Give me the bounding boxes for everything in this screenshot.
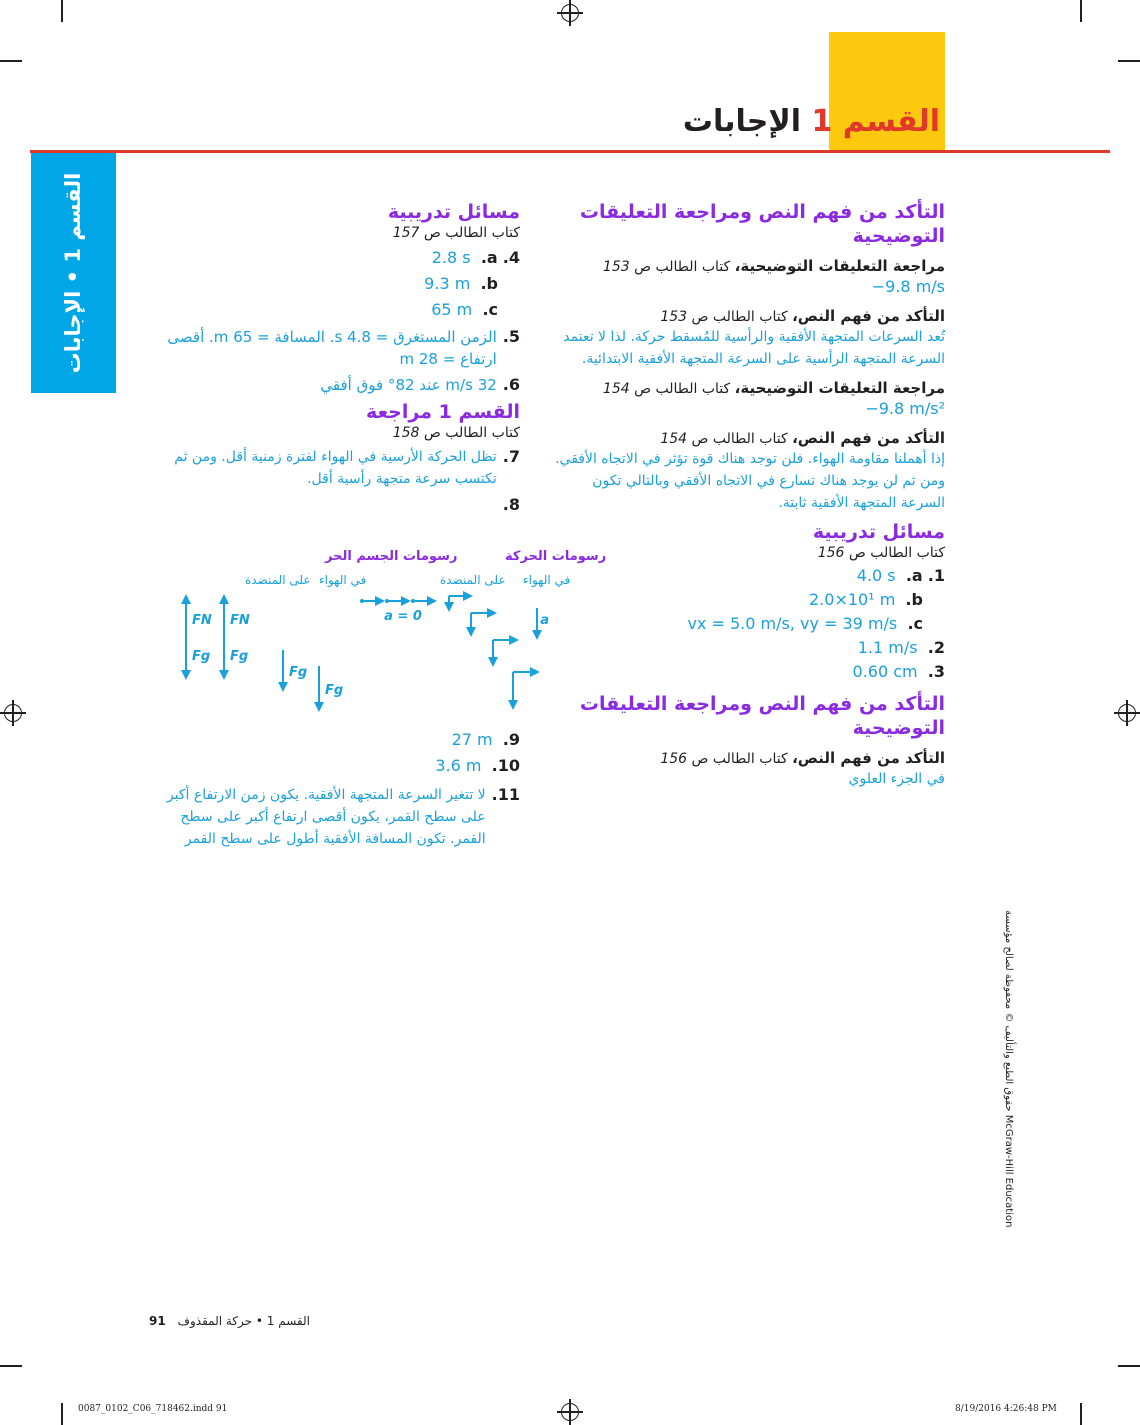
section-heading: مسائل تدريبية [387, 201, 520, 223]
review-block [555, 378, 945, 420]
page-ref: 154 [660, 431, 688, 447]
book-ref: كتاب الطالب ص [423, 225, 520, 241]
section-heading: التأكد من فهم النص ومراجعة التعليقات التوضيحية [579, 201, 945, 247]
file-slug: 0087_0102_C06_718462.indd 91 [78, 1404, 228, 1414]
list-item: 8. [502, 495, 520, 514]
side-tab-text: القسم 1 • الإجابات [61, 172, 85, 374]
review-block [555, 748, 945, 790]
force-gravity-label: Fg [325, 683, 344, 698]
book-ref: كتاب الطالب ص [848, 545, 945, 561]
section-heading: التأكد من فهم النص ومراجعة التعليقات التوضيحية [579, 693, 945, 739]
force-normal-label: FN [192, 613, 212, 628]
force-gravity-label: Fg [289, 665, 308, 680]
book-ref: كتاب الطالب ص [691, 309, 788, 325]
list-item: 5. الزمن المستغرق = 4.8 s. المسافة = 65 m. أقصى ارتفاع = 28 m [167, 327, 520, 368]
list-item: 4. a. 2.8 s [431, 248, 520, 267]
section-heading: القسم 1 مراجعة [365, 401, 520, 423]
review-block [555, 256, 945, 298]
list-item: 7. تظل الحركة الأرسية في الهواء لفترة زمنية أقل. ومن ثم تكتسب سرعة متجهة رأسية أقل. [174, 447, 520, 487]
diagram-a-zero: a = 0 [384, 609, 422, 624]
force-gravity-label: Fg [230, 649, 249, 664]
page-footer [100, 1314, 310, 1328]
diagram-sub-air: في الهواء [523, 573, 571, 587]
diagram-sub-table: على المنضدة [440, 573, 506, 587]
diagram-title-motion: رسومات الحركة [505, 549, 607, 564]
review-block [555, 306, 945, 370]
force-normal-label: FN [230, 613, 250, 628]
crop-mark [1080, 1403, 1082, 1425]
registration-mark-icon [4, 704, 22, 722]
list-item: c. vx = 5.0 m/s, vy = 39 m/s [687, 614, 923, 633]
list-item: 9. 27 m [451, 730, 520, 749]
registration-mark-icon [561, 4, 579, 22]
title-word: الإجابات [682, 104, 802, 139]
motion-arrows-air [449, 596, 538, 708]
crop-mark [0, 60, 22, 62]
crop-mark [1118, 60, 1140, 62]
side-tab [31, 153, 116, 393]
list-item: 6. 32 m/s عند 82° فوق أفقي [320, 375, 520, 394]
crop-mark [1118, 1365, 1140, 1367]
header-rule [30, 150, 1110, 153]
book-ref: كتاب الطالب ص [423, 425, 520, 441]
list-item: c. 65 m [431, 300, 498, 319]
page-ref: 156 [660, 751, 688, 767]
page-ref: 153 [660, 309, 688, 325]
freebody-arrows-air [283, 650, 319, 710]
block-answer: −9.8 m/s [871, 277, 945, 296]
right-column [555, 200, 945, 790]
answer-list [555, 564, 945, 684]
list-item: b. 2.0×10¹ m [809, 590, 923, 609]
block-answer: تُعد السرعات المتجهة الأفقية والرأسية للمُسقط حركة. لذا لا تعتمد السرعة المتجهة الرأسية على السرعة المتجهة الأفقية الابتدائية. [563, 329, 945, 367]
left-column-bottom [155, 728, 520, 850]
book-ref: كتاب الطالب ص [634, 259, 731, 275]
block-label: مراجعة التعليقات التوضيحية، [734, 379, 945, 397]
footer-text: القسم 1 • حركة المقذوف [177, 1314, 310, 1328]
block-answer: إذا أهملنا مقاومة الهواء. فلن توجد هناك قوة تؤثر في الاتجاه الأفقي. ومن ثم لن يوجد هناك تسارع في الاتجاه الأفقي وبالتالي تكون السرعة المتجهة الأفقية ثابتة. [555, 451, 945, 511]
registration-mark-icon [561, 1403, 579, 1421]
page-ref: 153 [602, 259, 630, 275]
diagram-a-label: a [540, 613, 549, 628]
motion-diagram [155, 540, 607, 720]
page-ref: 156 [817, 545, 845, 561]
page-ref: 158 [392, 425, 420, 441]
crop-mark [61, 0, 63, 22]
force-gravity-label: Fg [192, 649, 211, 664]
page-number: 91 [149, 1314, 166, 1328]
block-label: مراجعة التعليقات التوضيحية، [734, 257, 945, 275]
crop-mark [0, 1365, 22, 1367]
book-ref: كتاب الطالب ص [691, 751, 788, 767]
diagram-sub-air: في الهواء [319, 573, 367, 587]
book-ref: كتاب الطالب ص [634, 381, 731, 397]
page-ref: 154 [602, 381, 630, 397]
page-title [640, 104, 940, 150]
block-answer: في الجزء العلوي [848, 771, 945, 787]
block-label: التأكد من فهم النص، [792, 307, 945, 325]
list-item: 10. 3.6 m [435, 756, 520, 775]
list-item: 3. 0.60 cm [852, 662, 945, 681]
list-item: b. 9.3 m [424, 274, 498, 293]
list-item: 2. 1.1 m/s [857, 638, 945, 657]
crop-mark [61, 1403, 63, 1425]
crop-mark [1080, 0, 1082, 22]
list-item: 11. لا تتغير السرعة المتجهة الأفقية. يكون زمن الارتفاع أكبر على سطح القمر، يكون أقصى ارتفاع أكبر على سطح القمر. تكون المسافة الأفقية أطول على سطح القمر [166, 785, 520, 847]
freebody-arrows-table [186, 596, 224, 678]
print-date: 8/19/2016 4:26:48 PM [955, 1404, 1057, 1414]
diagram-title-freebody: رسومات الجسم الحر [325, 549, 458, 564]
review-block [555, 428, 945, 514]
block-label: التأكد من فهم النص، [792, 749, 945, 767]
book-ref: كتاب الطالب ص [691, 431, 788, 447]
left-column [155, 200, 520, 516]
page-ref: 157 [392, 225, 420, 241]
block-label: التأكد من فهم النص، [792, 429, 945, 447]
copyright-credit: حقوق الطبع والتأليف © محفوظة لصالح مؤسسة McGraw-Hill Education [1003, 910, 1014, 1228]
diagram-sub-table: على المنضدة [245, 573, 311, 587]
registration-mark-icon [1118, 704, 1136, 722]
block-answer: −9.8 m/s² [865, 399, 945, 418]
chapter-label: القسم 1 [811, 104, 940, 139]
list-item: 1. a. 4.0 s [856, 566, 945, 585]
section-heading: مسائل تدريبية [812, 521, 945, 543]
answer-list [155, 246, 520, 322]
